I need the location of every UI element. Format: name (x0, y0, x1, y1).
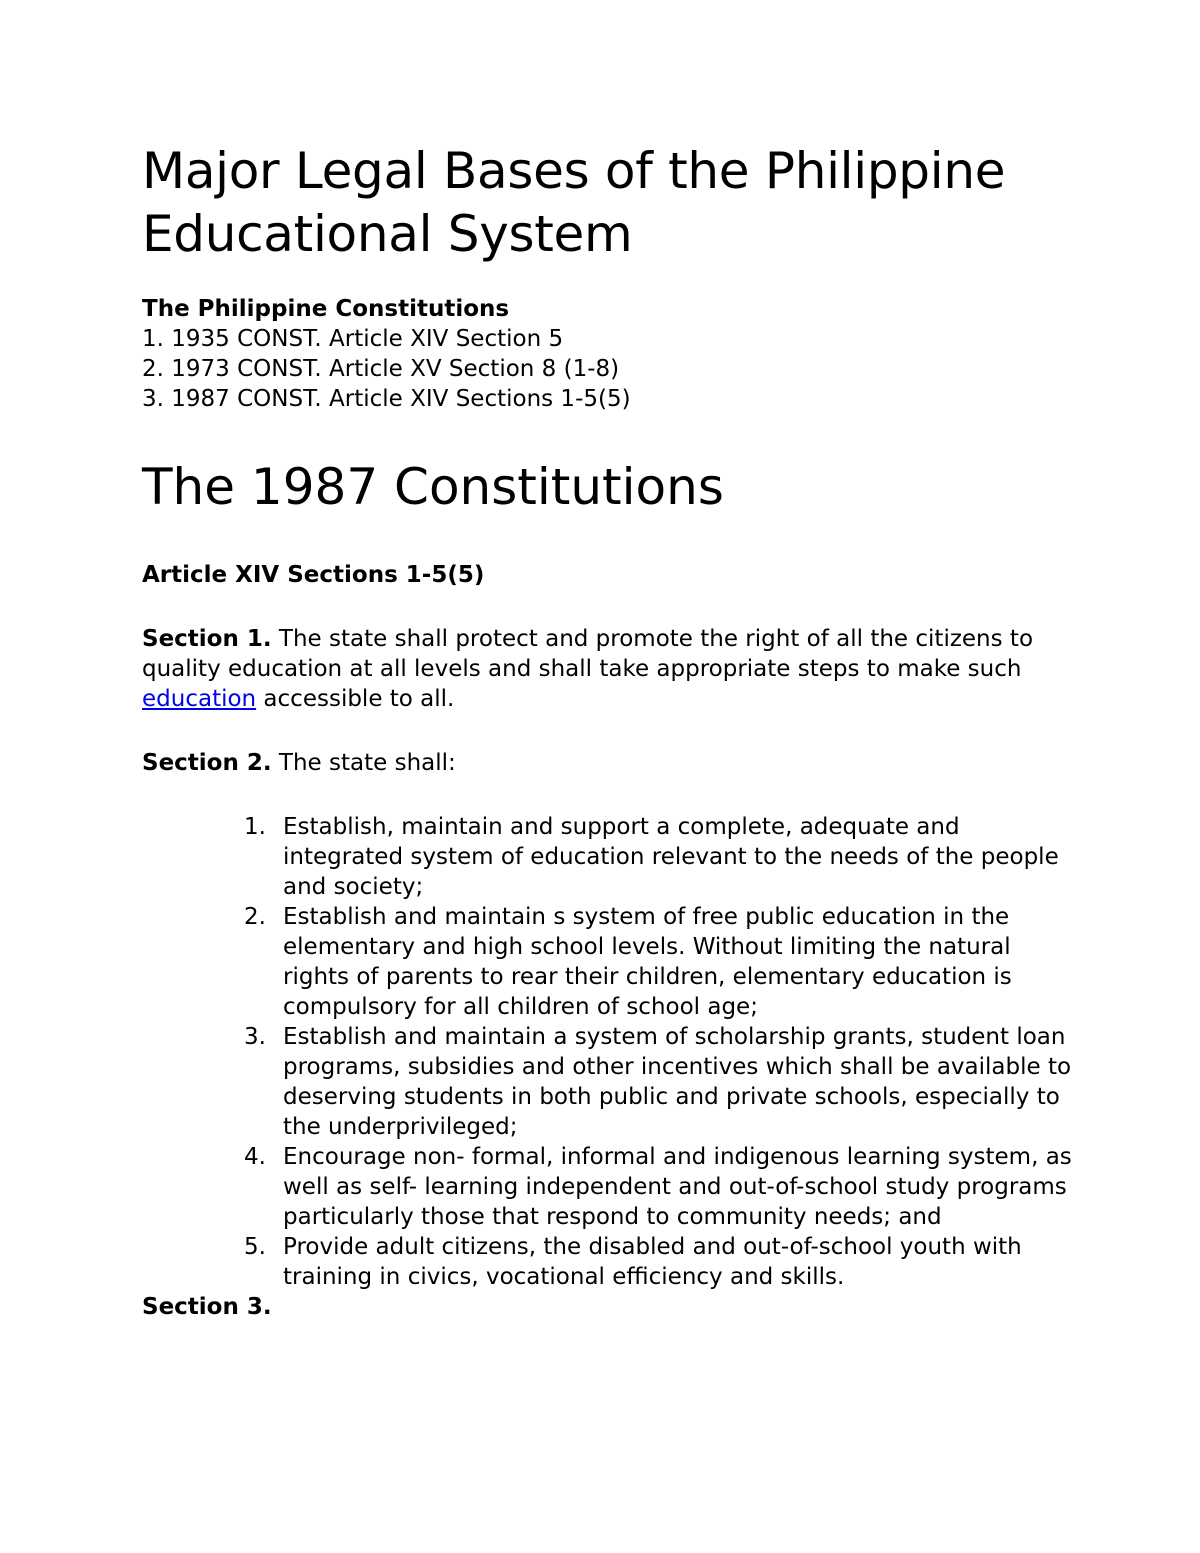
section-1-label: Section 1. (142, 626, 272, 652)
list-item (142, 812, 1082, 902)
list-item (142, 902, 1082, 1022)
education-link[interactable]: education (142, 686, 257, 712)
list-number: 3. (244, 1024, 266, 1050)
document-title: Major Legal Bases of the Philippine Educational System (142, 142, 1006, 263)
list-item-text: Establish, maintain and support a complete, adequate and integrated system of education relevant to the needs of the people and society; (283, 814, 1059, 900)
section-2-text: The state shall: (271, 750, 456, 776)
list-number: 5. (244, 1234, 266, 1260)
list-item-text: Encourage non- formal, informal and indigenous learning system, as well as self- learning independent and out-of-school study programs particularly those that respond to community needs; and (283, 1144, 1072, 1230)
list-item (142, 1142, 1082, 1232)
list-item: 3. 1987 CONST. Article XIV Sections 1-5(5) (142, 386, 631, 412)
constitutions-heading: The Philippine Constitutions (142, 296, 510, 322)
list-item: 2. 1973 CONST. Article XV Section 8 (1-8) (142, 356, 620, 382)
section-1-text: The state shall protect and promote the right of all the citizens to quality education at all levels and shall take appropriate steps to make such (142, 626, 1034, 682)
section-heading: The 1987 Constitutions (142, 458, 724, 516)
list-item (142, 1232, 1082, 1292)
constitutions-list (142, 324, 1082, 414)
section-2-label: Section 2. (142, 750, 272, 776)
list-item-text: Establish and maintain a system of scholarship grants, student loan programs, subsidies and other incentives which shall be available to deserving students in both public and private schools, especially to the underprivileged; (283, 1024, 1072, 1140)
section-1-text-end: accessible to all. (256, 686, 455, 712)
list-item-text: Establish and maintain s system of free public education in the elementary and high school levels. Without limiting the natural rights of parents to rear their children, elementary education is compulsory for all children of school age; (283, 904, 1012, 1020)
section-2-paragraph (142, 748, 1082, 778)
section-2-list (142, 812, 1082, 1292)
list-item: 1. 1935 CONST. Article XIV Section 5 (142, 326, 564, 352)
section-1-paragraph (142, 624, 1082, 714)
document-page (142, 140, 1082, 1322)
list-number: 4. (244, 1144, 266, 1170)
list-item (142, 1022, 1082, 1142)
section-3-label: Section 3. (142, 1294, 272, 1320)
list-number: 1. (244, 814, 266, 840)
article-heading: Article XIV Sections 1-5(5) (142, 562, 485, 588)
list-item-text: Provide adult citizens, the disabled and out-of-school youth with training in civics, vocational efficiency and skills. (283, 1234, 1022, 1290)
list-number: 2. (244, 904, 266, 930)
